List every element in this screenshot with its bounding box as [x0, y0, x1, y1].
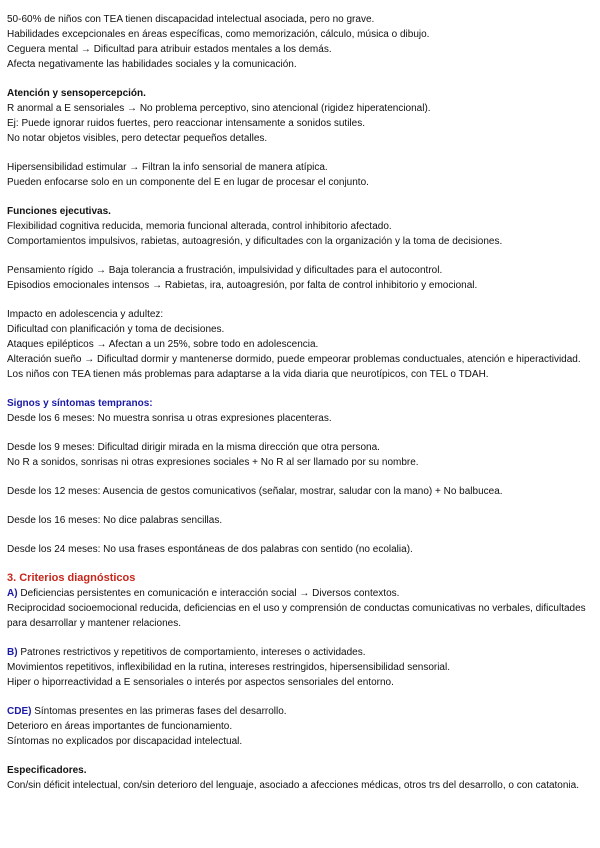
text-line: R anormal a E sensoriales → No problema perceptivo, sino atencional (rigidez hiperatencional).: [7, 103, 431, 114]
text-line: Desde los 16 meses: No dice palabras sencillas.: [7, 515, 223, 526]
criterion-label: B): [7, 647, 18, 658]
criterios-section: [7, 571, 594, 749]
criterion-label: A): [7, 588, 18, 599]
text-line: Habilidades excepcionales en áreas específicas, como memorización, cálculo, música o dibujo.: [7, 29, 430, 40]
text-line: 50-60% de niños con TEA tienen discapacidad intelectual asociada, pero no grave.: [7, 14, 375, 25]
criterion-text: Patrones restrictivos y repetitivos de comportamiento, intereses o actividades.: [17, 647, 366, 658]
ejecutivas-section: [7, 204, 594, 382]
criterion-text: Deficiencias persistentes en comunicación e interacción social → Diversos contextos.: [17, 588, 400, 599]
section-heading: Funciones ejecutivas.: [7, 206, 111, 217]
section-heading: Atención y sensopercepción.: [7, 88, 146, 99]
atencion-section: [7, 86, 594, 190]
text-line: Los niños con TEA tienen más problemas para adaptarse a la vida diaria que neurotípicos, con TEL o TDAH.: [7, 369, 489, 380]
text-line: Desde los 6 meses: No muestra sonrisa u otras expresiones placenteras.: [7, 413, 332, 424]
signos-section: [7, 396, 594, 557]
intro-section: [7, 12, 594, 72]
text-line: Con/sin déficit intelectual, con/sin deterioro del lenguaje, asociado a afecciones médicas, otros trs del desarrollo, o con catatonia.: [7, 780, 579, 791]
criterion-cde: [7, 704, 594, 719]
text-line: Episodios emocionales intensos → Rabietas, ira, autoagresión, por falta de control inhibitorio y emocional.: [7, 280, 478, 291]
text-line: Pensamiento rígido → Baja tolerancia a frustración, impulsividad y dificultades para el autocontrol.: [7, 265, 443, 276]
text-line: Pueden enfocarse solo en un componente del E en lugar de procesar el conjunto.: [7, 177, 369, 188]
text-line: Comportamientos impulsivos, rabietas, autoagresión, y dificultades con la organización y la toma de decisiones.: [7, 236, 503, 247]
text-line: Ej: Puede ignorar ruidos fuertes, pero reaccionar intensamente a sonidos sutiles.: [7, 118, 365, 129]
text-line: Flexibilidad cognitiva reducida, memoria funcional alterada, control inhibitorio afectado.: [7, 221, 392, 232]
text-line: Desde los 9 meses: Dificultad dirigir mirada en la misma dirección que otra persona.: [7, 442, 380, 453]
section-heading: 3. Criterios diagnósticos: [7, 572, 136, 584]
section-heading: Especificadores.: [7, 765, 87, 776]
text-line: Alteración sueño → Dificultad dormir y mantenerse dormido, puede empeorar problemas conductuales, atención e hiperactividad.: [7, 354, 581, 365]
text-line: Impacto en adolescencia y adultez:: [7, 309, 164, 320]
text-line: Ataques epilépticos → Afectan a un 25%, sobre todo en adolescencia.: [7, 339, 319, 350]
text-line: Movimientos repetitivos, inflexibilidad en la rutina, intereses restringidos, hipersensibilidad sensorial.: [7, 662, 450, 673]
criterion-text: Síntomas presentes en las primeras fases del desarrollo.: [31, 706, 287, 717]
text-line: Deterioro en áreas importantes de funcionamiento.: [7, 721, 233, 732]
text-line: Hipersensibilidad estimular → Filtran la info sensorial de manera atípica.: [7, 162, 328, 173]
text-line: Desde los 12 meses: Ausencia de gestos comunicativos (señalar, mostrar, saludar con la mano) + No balbucea.: [7, 486, 503, 497]
section-heading: Signos y síntomas tempranos:: [7, 398, 153, 409]
text-line: No notar objetos visibles, pero detectar pequeños detalles.: [7, 133, 268, 144]
text-line: Desde los 24 meses: No usa frases espontáneas de dos palabras con sentido (no ecolalia).: [7, 544, 413, 555]
criterion-a: [7, 586, 594, 601]
criterion-label: CDE): [7, 706, 32, 717]
text-line: Dificultad con planificación y toma de decisiones.: [7, 324, 225, 335]
text-line: No R a sonidos, sonrisas ni otras expresiones sociales + No R al ser llamado por su nombre.: [7, 457, 419, 468]
especificadores-section: [7, 763, 594, 793]
text-line: Hiper o hiporreactividad a E sensoriales o interés por aspectos sensoriales del entorno.: [7, 677, 394, 688]
text-line: Afecta negativamente las habilidades sociales y la comunicación.: [7, 59, 297, 70]
text-line: Reciprocidad socioemocional reducida, deficiencias en el uso y comprensión de conductas comunicativas no verbales, dificultades para desarrollar y mantener relaciones.: [7, 603, 586, 629]
text-line: Síntomas no explicados por discapacidad intelectual.: [7, 736, 243, 747]
text-line: Ceguera mental → Dificultad para atribuir estados mentales a los demás.: [7, 44, 332, 55]
criterion-b: [7, 645, 594, 660]
